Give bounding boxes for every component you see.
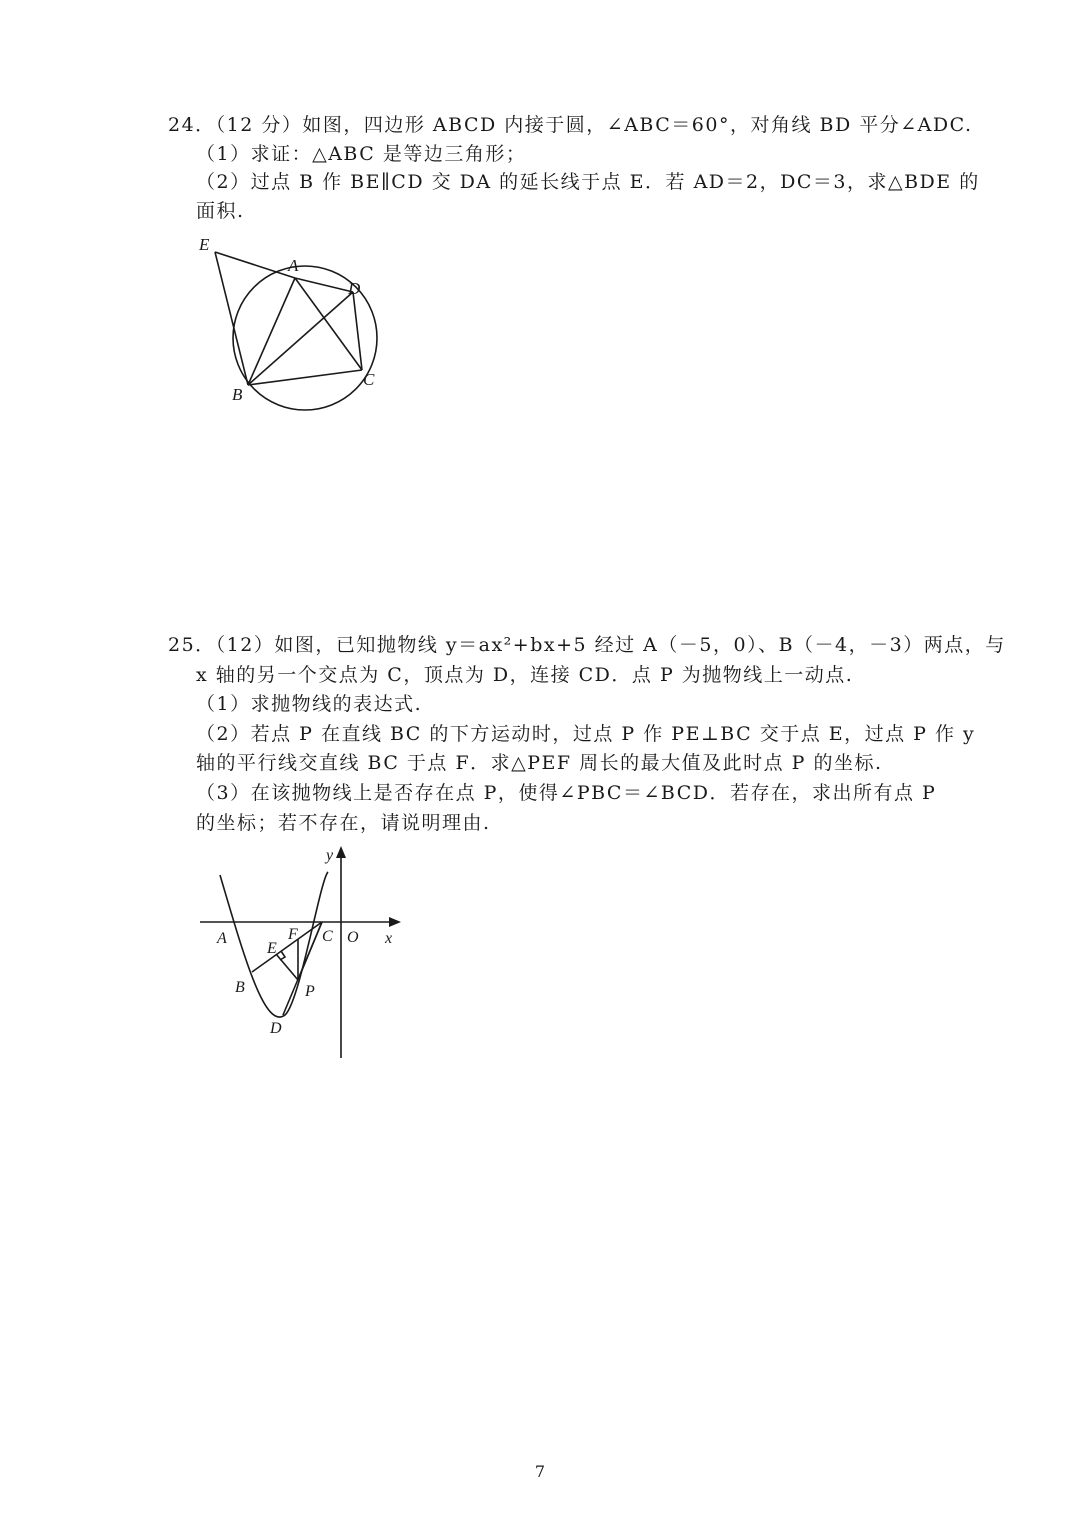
q24-stem: 24．（12 分）如图，四边形 ABCD 内接于圆，∠ABC＝60°，对角线 BD 平分∠ADC. <box>168 114 973 136</box>
q25-stem-line2: x 轴的另一个交点为 C，顶点为 D，连接 CD．点 P 为抛物线上一动点. <box>196 664 854 686</box>
q25-x-arrow <box>389 917 401 927</box>
q25-part3-line2: 的坐标；若不存在，请说明理由. <box>196 812 491 834</box>
q25-label-p: P <box>305 983 315 1000</box>
q24-figure <box>190 230 400 420</box>
q24-label-e: E <box>199 235 210 254</box>
q24-part2-line2: 面积. <box>196 200 245 222</box>
q25-label-b: B <box>235 979 245 996</box>
q25-label-d: D <box>270 1020 282 1037</box>
q25-segment-ep <box>276 954 298 980</box>
q24-segment-bd <box>248 292 353 385</box>
q25-label-x: x <box>385 930 393 947</box>
q24-label-b: B <box>232 385 243 404</box>
q25-part3-line1: （3）在该抛物线上是否存在点 P，使得∠PBC＝∠BCD．若存在，求出所有点 P <box>196 782 937 804</box>
q25-label-f: F <box>288 926 298 943</box>
q24-segment-ea <box>215 252 295 278</box>
q25-figure <box>195 840 410 1065</box>
q24-part2-line1: （2）过点 B 作 BE∥CD 交 DA 的延长线于点 E．若 AD＝2，DC＝3，求△BDE 的 <box>196 171 980 193</box>
q25-y-arrow <box>336 846 346 858</box>
q24-part1: （1）求证：△ABC 是等边三角形； <box>196 143 527 165</box>
q24-segment-eb <box>215 252 248 385</box>
q25-label-c: C <box>322 928 333 945</box>
q25-part1: （1）求抛物线的表达式. <box>196 693 423 715</box>
q25-label-y: y <box>326 847 334 864</box>
q24-segment-bc <box>248 370 362 385</box>
q25-stem-line1: 25．（12）如图，已知抛物线 y＝ax²+bx+5 经过 A（－5，0）、B（－4，－3）两点，与 <box>168 634 1006 656</box>
q24-label-c: C <box>363 370 375 389</box>
q25-label-e: E <box>267 940 277 957</box>
q25-label-o: O <box>347 929 359 946</box>
q24-label-a: A <box>288 256 299 275</box>
q25-part2-line1: （2）若点 P 在直线 BC 的下方运动时，过点 P 作 PE⊥BC 交于点 E，过点 P 作 y <box>196 723 976 745</box>
q25-label-a: A <box>217 930 227 947</box>
q24-label-d: D <box>348 279 361 298</box>
q25-part2-line2: 轴的平行线交直线 BC 于点 F．求△PEF 周长的最大值及此时点 P 的坐标. <box>196 752 883 774</box>
q24-segment-ab <box>248 278 295 385</box>
page-number: 7 <box>534 1462 546 1481</box>
